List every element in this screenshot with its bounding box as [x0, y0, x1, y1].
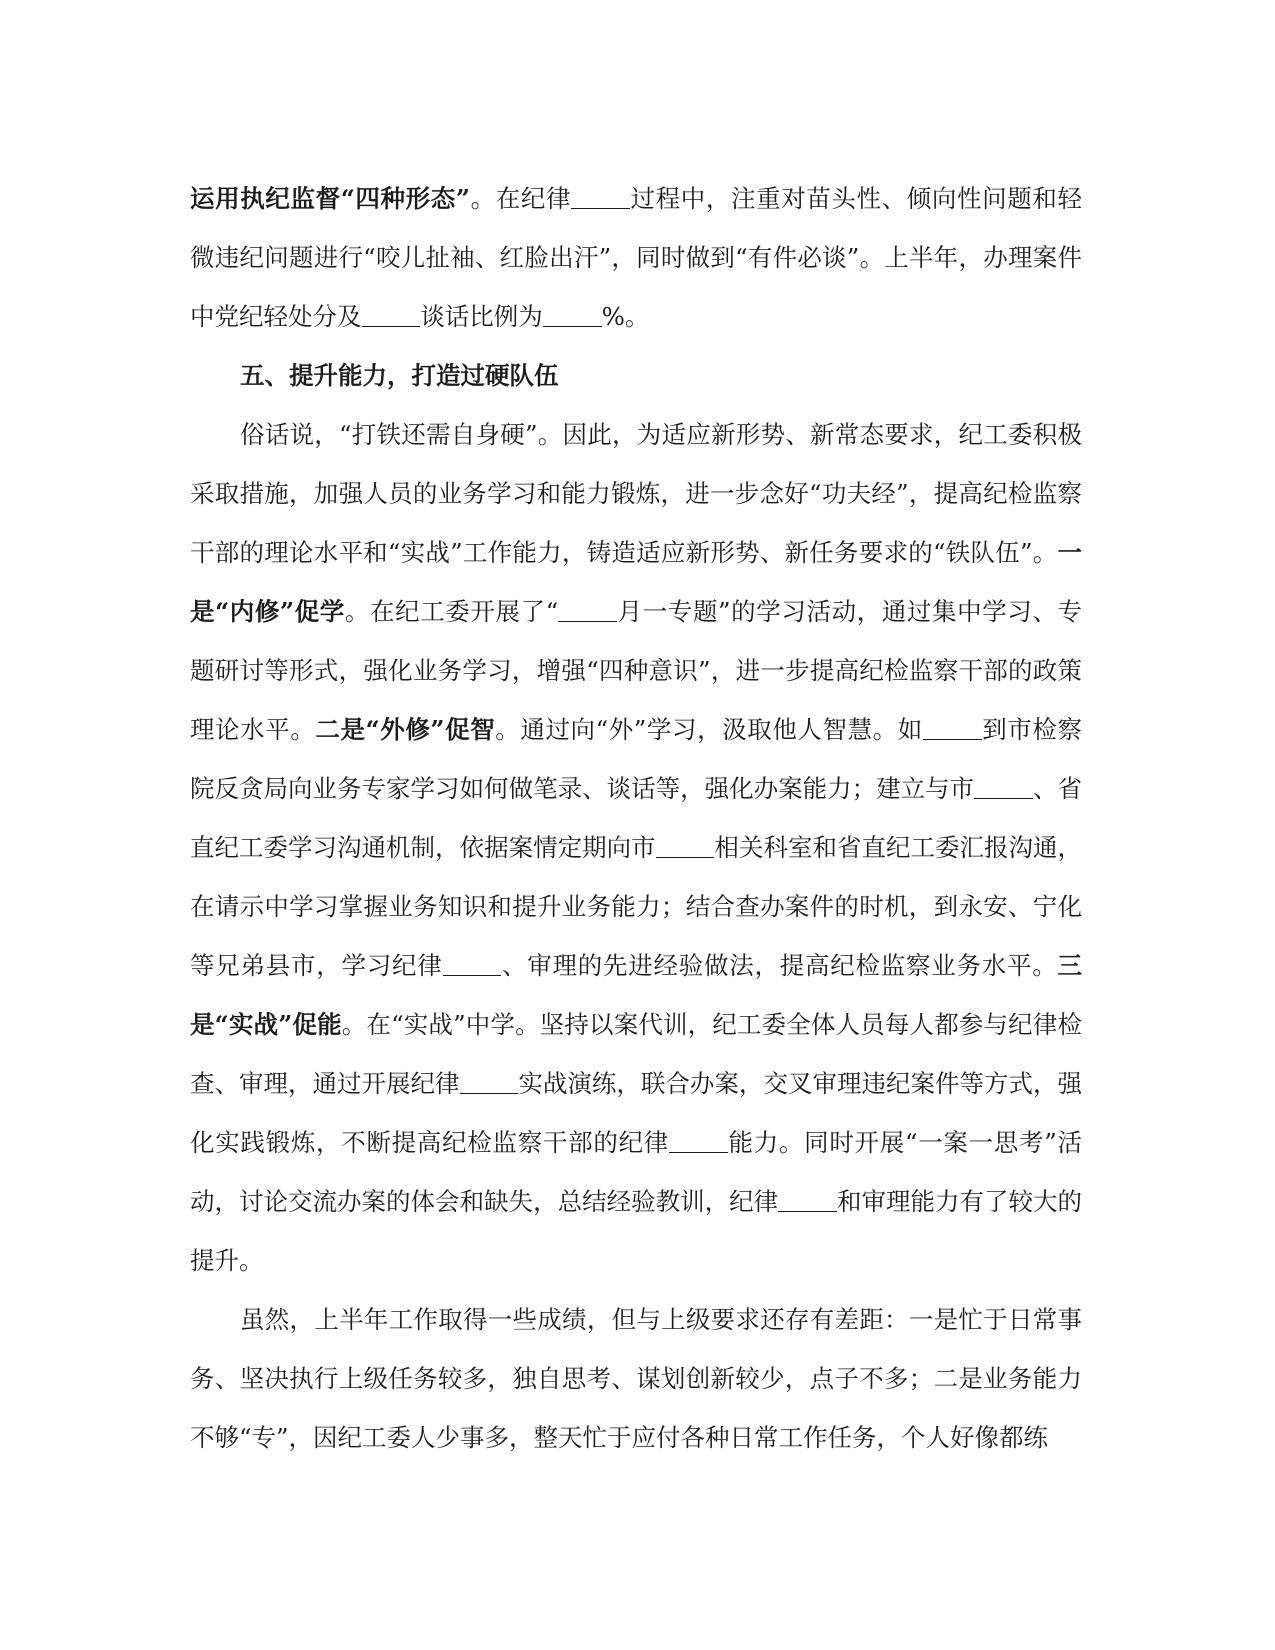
fill-blank	[571, 184, 630, 210]
fill-blank	[669, 1128, 728, 1154]
document-body	[190, 169, 1082, 1467]
fill-blank	[656, 833, 715, 859]
paragraph-shortcomings: 虽然，上半年工作取得一些成绩，但与上级要求还存有差距：一是忙于日常事务、坚决执行上级任务较多，独自思考、谋划创新较少，点子不多；二是业务能力不够“专”，因纪工委人少事多，整天忙于应付各种日常工作任务，个人好像都练	[190, 1305, 1082, 1452]
paragraph-four-forms: 运用执纪监督“四种形态”。在纪律 过程中，注重对苗头性、倾向性问题和轻微违纪问题进行“咬儿扯袖、红脸出汗”，同时做到“有件必谈”。上半年，办理案件中党纪轻处分及 谈话比例为 %。	[190, 184, 1082, 331]
bold-point-three: 三是“实战”促能	[190, 951, 1083, 1039]
bold-lead-four-forms: 运用执纪监督“四种形态”	[190, 184, 470, 213]
section-heading-five: 五、提升能力，打造过硬队伍	[240, 361, 559, 390]
fill-blank	[543, 302, 602, 328]
bold-point-two: 二是“外修”促智	[315, 715, 496, 744]
bold-point-one: 一是“内修”促学	[190, 538, 1082, 626]
fill-blank	[558, 597, 617, 623]
fill-blank	[443, 951, 502, 977]
fill-blank	[778, 1187, 837, 1213]
fill-blank	[923, 715, 982, 741]
fill-blank	[460, 1069, 519, 1095]
fill-blank	[362, 302, 421, 328]
fill-blank	[974, 774, 1033, 800]
paragraph-capability: 俗话说，“打铁还需自身硬”。因此，为适应新形势、新常态要求，纪工委积极采取措施，加强人员的业务学习和能力锻炼，进一步念好“功夫经”，提高纪检监察干部的理论水平和“实战”工作能力，铸造适应新形势、新任务要求的“铁队伍”。一是“内修”促学。在纪工委开展了“ 月一专题”的学习活动，通过集中学习、专题研讨等形式，强化业务学习，增强“四种意识”，进一步提高纪检监察干部的政策理论水平。二是“外修”促智。通过向“外”学习，汲取他人智慧。如 到市检察院反贪局向业务专家学习如何做笔录、谈话等，强化办案能力；建立与市 、省直纪工委学习沟通机制，依据案情定期向市 相关科室和省直纪工委汇报沟通，在请示中学习掌握业务知识和提升业务能力；结合查办案件的时机，到永安、宁化等兄弟县市，学习纪律 、审理的先进经验做法，提高纪检监察业务水平。三是“实战”促能。在“实战”中学。坚持以案代训，纪工委全体人员每人都参与纪律检查、审理，通过开展纪律 实战演练，联合办案，交叉审理违纪案件等方式，强化实践锻炼，不断提高纪检监察干部的纪律 能力。同时开展“一案一思考”活动，讨论交流办案的体会和缺失，总结经验教训，纪律 和审理能力有了较大的提升。	[190, 420, 1083, 1275]
